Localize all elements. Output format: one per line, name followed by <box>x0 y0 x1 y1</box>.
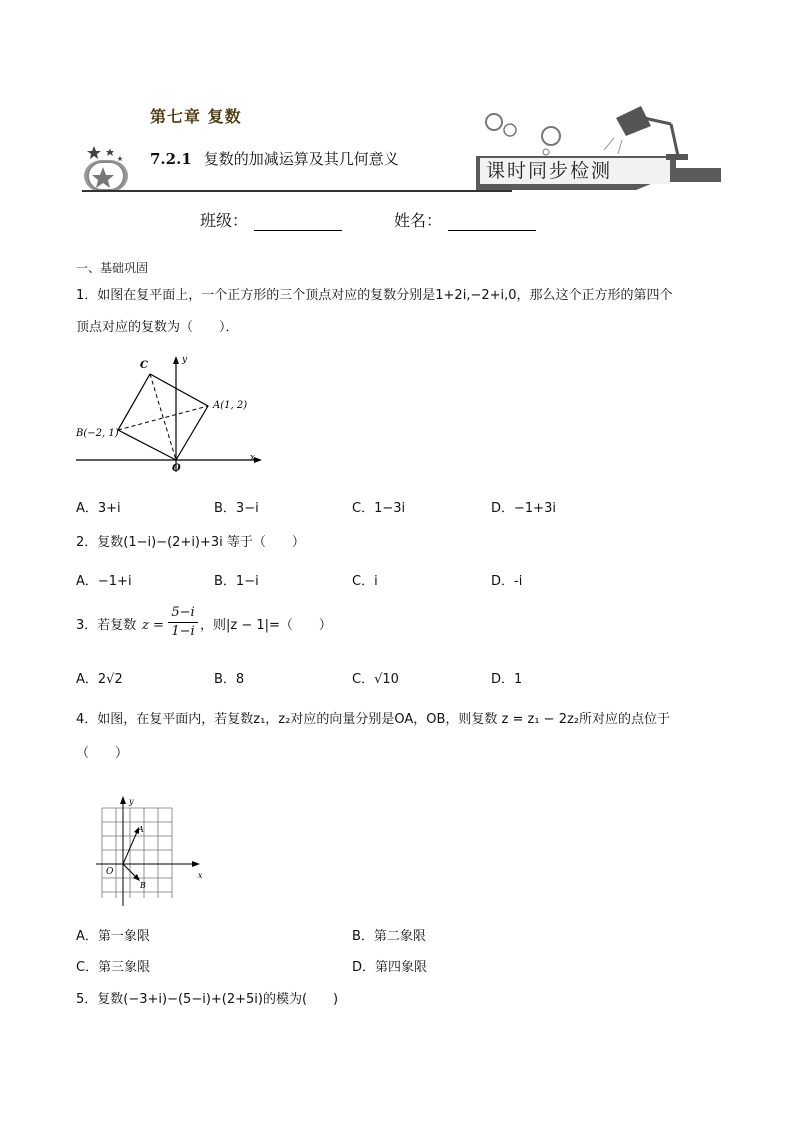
q3-stem-pre: 3．若复数 <box>76 618 137 633</box>
q3-option-a[interactable]: A．2√2 <box>76 672 123 687</box>
q4-label-a: A <box>138 825 144 834</box>
class-label: 班级： <box>200 211 249 230</box>
q1-label-x: x <box>250 453 256 463</box>
name-field[interactable] <box>394 208 536 231</box>
q4-figure <box>96 794 210 912</box>
q4-label-y: y <box>129 797 134 806</box>
q2-option-d[interactable]: D．-i <box>491 574 523 589</box>
q3-frac-den: 1−i <box>171 624 195 639</box>
q1-option-c[interactable]: C．1−3i <box>352 501 406 516</box>
q4-option-a[interactable]: A．第一象限 <box>76 929 150 944</box>
q1-figure <box>76 350 266 476</box>
q2-option-b[interactable]: B．1−i <box>214 574 259 589</box>
class-field[interactable] <box>200 208 342 231</box>
q4-stem-line2: （ ） <box>76 746 129 761</box>
q1-label-c: C <box>140 360 148 371</box>
chapter-title: 第七章 复数 <box>150 107 242 126</box>
q4-label-o: O <box>106 867 114 877</box>
q1-option-d[interactable]: D．−1+3i <box>491 501 556 516</box>
q3-fraction <box>168 604 198 641</box>
q1-option-a[interactable]: A．3+i <box>76 501 121 516</box>
q4-option-c[interactable]: C．第三象限 <box>76 960 151 975</box>
name-label: 姓名： <box>394 211 443 230</box>
section-heading: 一、基础巩固 <box>76 261 149 275</box>
q3-option-d[interactable]: D．1 <box>491 672 523 687</box>
q4-stem-line1: 4．如图，在复平面内，若复数z₁，z₂对应的向量分别是OA，OB，则复数 z = z₁ − 2z₂所对应的点位于 <box>76 712 671 727</box>
q2-stem: 2．复数(1−i)−(2+i)+3i 等于（ ） <box>76 535 305 550</box>
q1-label-o: O <box>172 463 181 474</box>
q4-label-x: x <box>198 871 203 880</box>
q3-frac-num: 5−i <box>168 604 198 623</box>
section-title <box>150 148 399 169</box>
decorative-bubbles-icon <box>486 114 560 155</box>
q1-label-a: A(1, 2) <box>213 400 248 411</box>
q1-stem-line2: 顶点对应的复数为（ ）． <box>76 320 239 335</box>
star-badge-icon <box>84 146 128 192</box>
q1-stem-line1: 1．如图在复平面上，一个正方形的三个顶点对应的复数分别是1+2i,−2+i,0，那么这个正方形的第四个 <box>76 288 673 303</box>
q4-option-d[interactable]: D．第四象限 <box>352 960 428 975</box>
desk-lamp-icon <box>604 106 688 160</box>
q2-option-c[interactable]: C．i <box>352 574 378 589</box>
q3-option-c[interactable]: C．√10 <box>352 672 399 687</box>
section-number: 7.2.1 <box>150 150 192 168</box>
q5-stem: 5．复数(−3+i)−(5−i)+(2+5i)的模为( ) <box>76 992 339 1007</box>
class-blank[interactable] <box>254 214 342 231</box>
section-name: 复数的加减运算及其几何意义 <box>203 150 399 168</box>
q1-option-b[interactable]: B．3−i <box>214 501 259 516</box>
q1-label-b: B(−2, 1) <box>76 428 119 439</box>
q4-option-b[interactable]: B．第二象限 <box>352 929 426 944</box>
q3-option-b[interactable]: B．8 <box>214 672 245 687</box>
q4-label-b: B <box>140 881 146 890</box>
banner-label: 课时同步检测 <box>486 160 613 182</box>
q3-stem-post: ，则|z − 1|=（ ） <box>200 618 332 633</box>
q3-z-eq: z = <box>142 618 164 633</box>
q1-label-y: y <box>182 355 188 365</box>
q2-option-a[interactable]: A．−1+i <box>76 574 132 589</box>
name-blank[interactable] <box>448 214 536 231</box>
